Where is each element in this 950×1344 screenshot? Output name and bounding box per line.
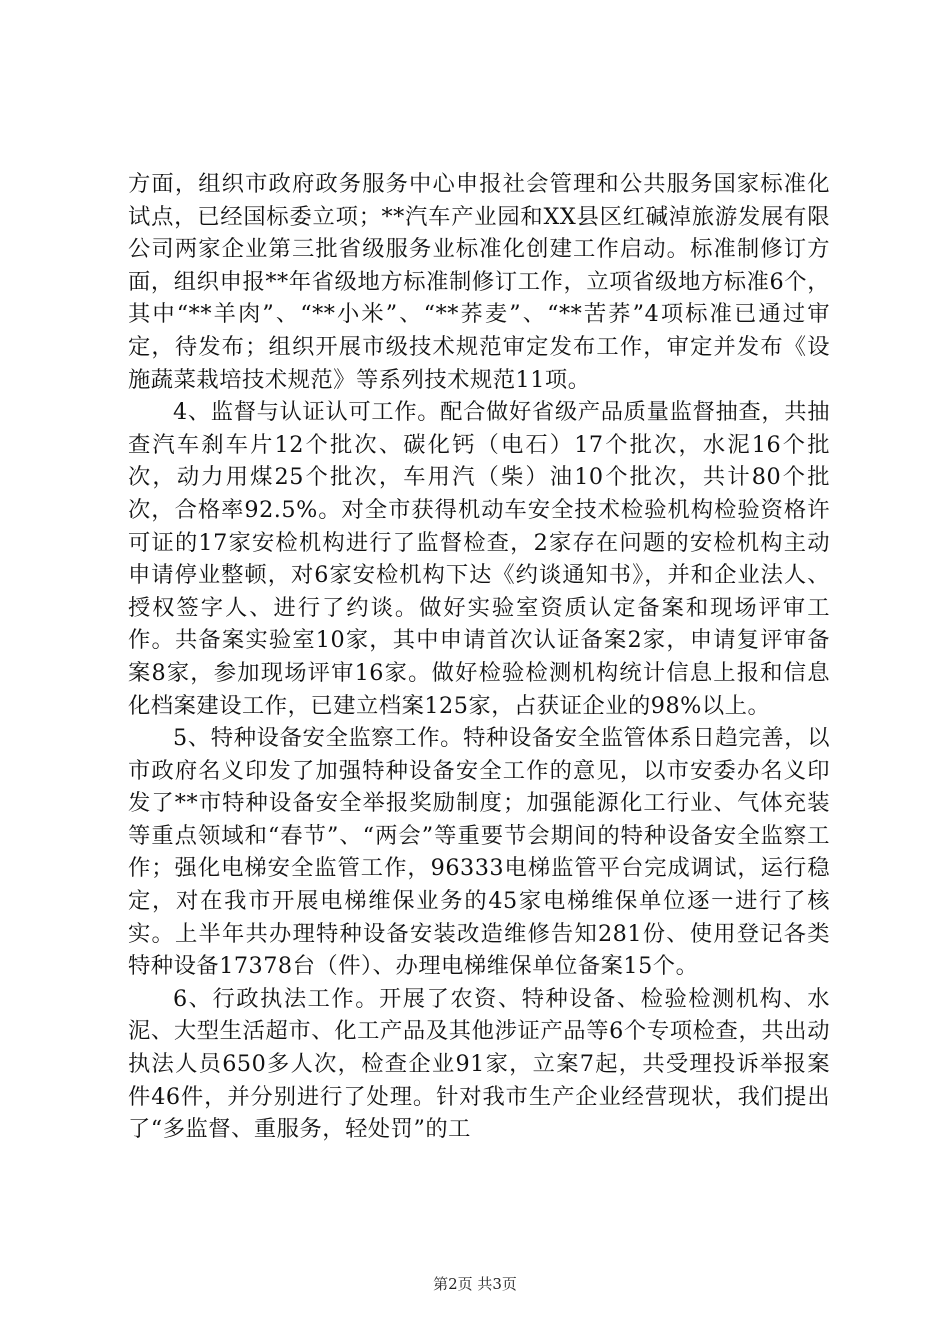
- paragraph-supervision-certification: 4、监督与认证认可工作。配合做好省级产品质量监督抽查，共抽查汽车刹车片12个批次、碳化钙（电石）17个批次，水泥16个批次，动力用煤25个批次，车用汽（柴）油10个批次，共计80个批次，合格率92.5%。对全市获得机动车安全技术检验机构检验资格许可证的17家安检机构进行了监督检查，2家存在问题的安检机构主动申请停业整顿，对6家安检机构下达《约谈通知书》，并和企业法人、授权签字人、进行了约谈。做好实验室资质认定备案和现场评审工作。共备案实验室10家，其中申请首次认证备案2家，申请复评审备案8家，参加现场评审16家。做好检验检测机构统计信息上报和信息化档案建设工作，已建立档案125家，占获证企业的98%以上。: [128, 399, 830, 719]
- page-number-footer: 第2页 共3页: [433, 1275, 517, 1293]
- paragraph-administrative-enforcement: 6、行政执法工作。开展了农资、特种设备、检验检测机构、水泥、大型生活超市、化工产品及其他涉证产品等6个专项检查，共出动执法人员650多人次，检查企业91家，立案7起，共受理投诉举报案件46件，并分别进行了处理。针对我市生产企业经营现状，我们提出了“多监督、重服务，轻处罚”的工: [128, 985, 830, 1143]
- paragraph-special-equipment: 5、特种设备安全监察工作。特种设备安全监管体系日趋完善，以市政府名义印发了加强特种设备安全工作的意见，以市安委办名义印发了**市特种设备安全举报奖励制度；加强能源化工行业、气体充装等重点领域和“春节”、“两会”等重要节会期间的特种设备安全监察工作；强化电梯安全监管工作，96333电梯监管平台完成调试，运行稳定，对在我市开展电梯维保业务的45家电梯维保单位逐一进行了核实。上半年共办理特种设备安装改造维修告知281份、使用登记各类特种设备17378台（件）、办理电梯维保单位备案15个。: [128, 725, 830, 980]
- document-body: [128, 168, 830, 1146]
- paragraph-standardization: 方面，组织市政府政务服务中心申报社会管理和公共服务国家标准化试点，已经国标委立项；**汽车产业园和XX县区红碱淖旅游发展有限公司两家企业第三批省级服务业标准化创建工作启动。标准制修订方面，组织申报**年省级地方标准制修订工作，立项省级地方标准6个，其中“**羊肉”、“**小米”、“**荞麦”、“**苦荞”4项标准已通过审定，待发布；组织开展市级技术规范审定发布工作，审定并发布《设施蔬菜栽培技术规范》等系列技术规范11项。: [128, 171, 830, 393]
